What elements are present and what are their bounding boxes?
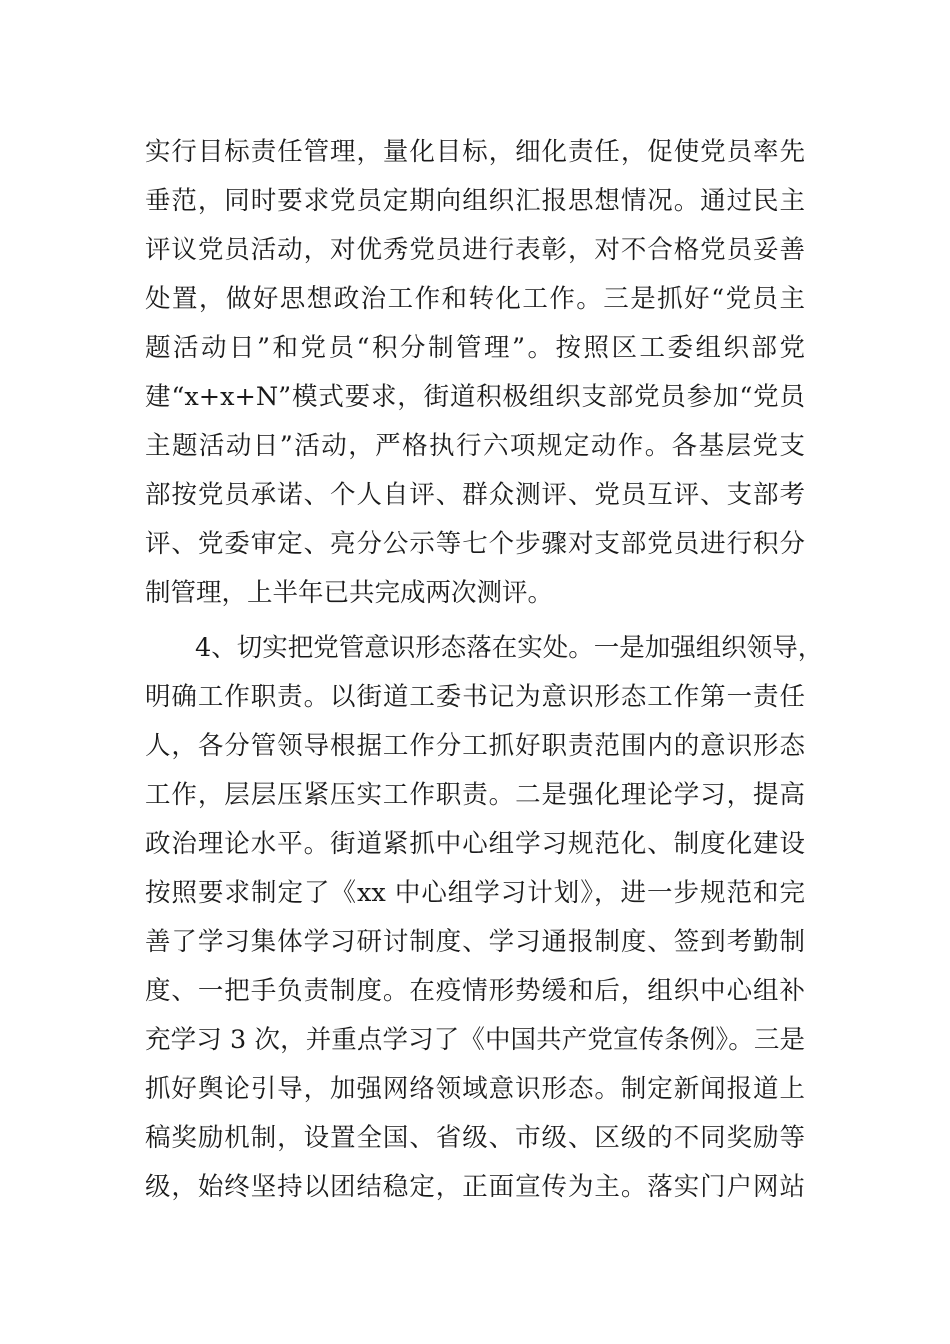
text-line: 级，始终坚持以团结稳定，正面宣传为主。落实门户网站 — [145, 1172, 805, 1202]
text-line: 主题活动日”活动，严格执行六项规定动作。各基层党支 — [145, 431, 805, 461]
text-line: 建“x+x+N”模式要求，街道积极组织支部党员参加“党员 — [145, 382, 805, 412]
text-line: 评、党委审定、亮分公示等七个步骤对支部党员进行积分 — [145, 529, 805, 559]
text-line: 工作，层层压紧压实工作职责。二是强化理论学习，提高 — [145, 780, 805, 810]
text-line: 评议党员活动，对优秀党员进行表彰，对不合格党员妥善 — [145, 235, 805, 265]
text-line: 制管理，上半年已共完成两次测评。 — [145, 578, 554, 608]
text-line: 政治理论水平。街道紧抓中心组学习规范化、制度化建设 — [145, 829, 805, 859]
text-line: 按照要求制定了《xx 中心组学习计划》，进一步规范和完 — [145, 878, 805, 908]
text-line: 实行目标责任管理，量化目标，细化责任，促使党员率先 — [145, 137, 805, 167]
text-line: 垂范，同时要求党员定期向组织汇报思想情况。通过民主 — [145, 186, 805, 216]
text-line: 抓好舆论引导，加强网络领域意识形态。制定新闻报道上 — [145, 1074, 805, 1104]
text-line: 人，各分管领导根据工作分工抓好职责范围内的意识形态 — [145, 731, 805, 761]
text-line: 善了学习集体学习研讨制度、学习通报制度、签到考勤制 — [145, 927, 805, 957]
text-line: 稿奖励机制，设置全国、省级、市级、区级的不同奖励等 — [145, 1123, 805, 1153]
text-line: 部按党员承诺、个人自评、群众测评、党员互评、支部考 — [145, 480, 805, 510]
text-line: 充学习 3 次，并重点学习了《中国共产党宣传条例》。三是 — [145, 1025, 805, 1055]
text-line: 明确工作职责。以街道工委书记为意识形态工作第一责任 — [145, 682, 805, 712]
paragraph-first-line: 4、切实把党管意识形态落在实处。一是加强组织领导， — [195, 633, 824, 663]
text-line: 题活动日”和党员“积分制管理”。按照区工委组织部党 — [145, 333, 805, 363]
text-line: 度、一把手负责制度。在疫情形势缓和后，组织中心组补 — [145, 976, 805, 1006]
text-line: 处置，做好思想政治工作和转化工作。三是抓好“党员主 — [145, 284, 805, 314]
